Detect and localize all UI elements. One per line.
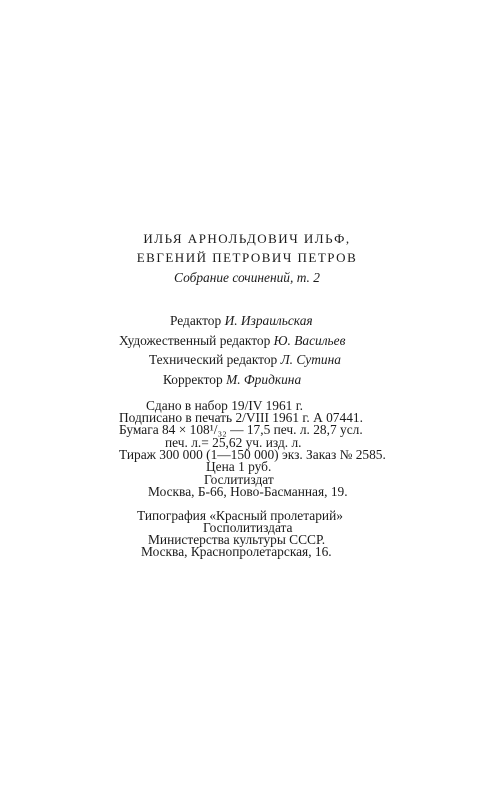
credit-role: Корректор — [163, 372, 223, 387]
work-title — [0, 271, 494, 284]
author-name: ЕВГЕНИЙ ПЕТРОВИЧ ПЕТРОВ — [136, 250, 358, 265]
volume-number: т. 2 — [296, 270, 320, 285]
author-name: ИЛЬЯ АРНОЛЬДОВИЧ ИЛЬФ, — [143, 231, 351, 246]
credit-proofreader — [163, 373, 301, 386]
printer-ministry: Министерства культуры СССР. — [148, 532, 326, 547]
credit-role: Редактор — [170, 313, 222, 328]
credit-editor — [170, 314, 313, 327]
credit-name: М. Фридкина — [226, 372, 302, 387]
credit-role: Художественный редактор — [119, 333, 271, 348]
credit-art-editor — [119, 334, 345, 347]
credit-name: Ю. Васильев — [273, 333, 346, 348]
typeset-date: Сдано в набор 19/IV 1961 г. — [146, 398, 304, 413]
printer-parent: Госполитиздата — [203, 520, 293, 535]
print-run: Тираж 300 000 (1—150 000) экз. Заказ № 2585. — [119, 447, 386, 462]
printer-name: Типография «Красный пролетарий» — [137, 508, 343, 523]
price: Цена 1 руб. — [206, 459, 272, 474]
paper-format: Бумага 84 × 108¹/₃₂ — 17,5 печ. л. 28,7 усл. — [119, 422, 363, 437]
credit-role: Технический редактор — [149, 352, 278, 367]
publisher-name: Гослитиздат — [204, 472, 274, 487]
sheet-count: печ. л.= 25,62 уч. изд. л. — [165, 435, 302, 450]
credit-name: Л. Сутина — [280, 352, 341, 367]
credit-tech-editor — [149, 353, 341, 366]
publisher-address: Москва, Б-66, Ново-Басманная, 19. — [148, 484, 348, 499]
signed-date: Подписано в печать 2/VIII 1961 г. А 07441. — [119, 410, 363, 425]
credit-name: И. Израильская — [224, 313, 313, 328]
collection-title: Собрание сочинений, — [174, 270, 294, 285]
printer-address: Москва, Краснопролетарская, 16. — [141, 544, 332, 559]
